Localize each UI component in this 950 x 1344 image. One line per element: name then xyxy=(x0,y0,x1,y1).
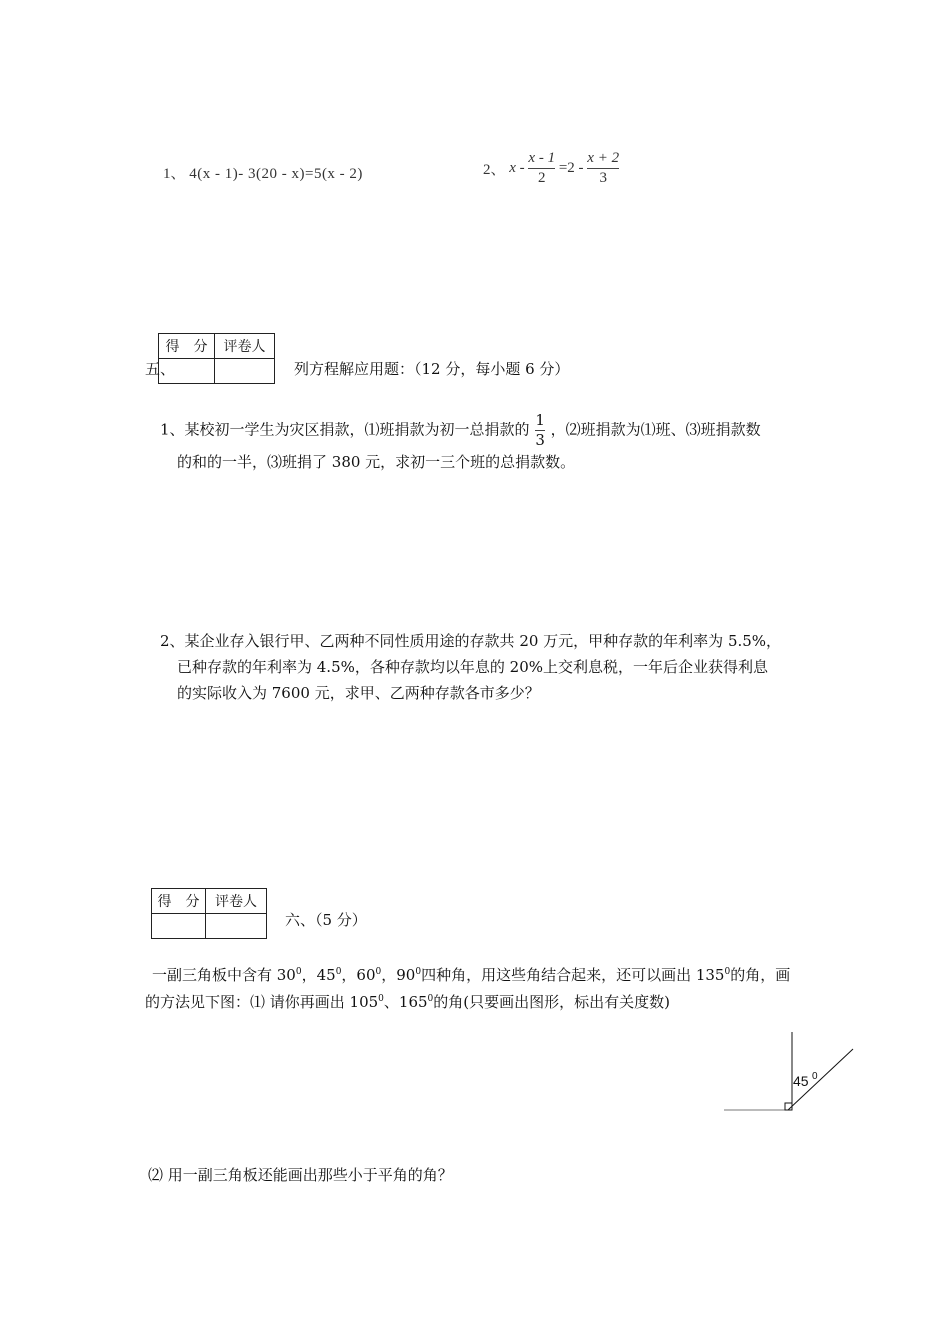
equation-1 xyxy=(163,162,363,183)
equation-1-label: 1、 xyxy=(163,166,186,182)
section-5-title: 列方程解应用题：（12 分，每小题 6 分） xyxy=(294,360,570,378)
section-6-text-i: 的角(只要画出图形，标出有关度数) xyxy=(433,993,670,1011)
grader-header: 评卷人 xyxy=(206,889,267,914)
question-2-line-1: 2、某企业存入银行甲、乙两种不同性质用途的存款共 20 万元，甲种存款的年利率为 5.5%， xyxy=(160,632,782,650)
question-1-text-a: 1、某校初一学生为灾区捐款，⑴班捐款为初一总捐款的 xyxy=(160,420,530,439)
angle-label: 45 xyxy=(793,1073,809,1089)
question-1-line-2: 的和的一半，⑶班捐了 380 元，求初一三个班的总捐款数。 xyxy=(177,453,576,471)
degree-mark: 0 xyxy=(295,967,302,977)
equation-2-fraction-2 xyxy=(587,150,619,187)
fraction-1-bar xyxy=(528,168,555,169)
section-6-text-h: 、165 xyxy=(383,993,428,1011)
section-6-text-f: 的角，画 xyxy=(730,966,791,984)
question-1-fraction-numerator: 1 xyxy=(535,411,545,429)
score-table-section-5 xyxy=(158,333,275,384)
section-6-line-1 xyxy=(152,962,790,988)
degree-mark: 0 xyxy=(335,967,342,977)
section-6-text-e: 四种角，用这些角结合起来，还可以画出 135 xyxy=(421,966,725,984)
degree-mark: 0 xyxy=(415,967,422,977)
degree-mark: 0 xyxy=(378,994,384,1004)
section-6-question-2: ⑵ 用一副三角板还能画出那些小于平角的角？ xyxy=(148,1166,453,1184)
question-2-line-2: 已种存款的年利率为 4.5%，各种存款均以年息的 20%上交利息税，一年后企业获得利息 xyxy=(177,658,768,676)
degree-mark: 0 xyxy=(427,994,434,1004)
section-5-number: 五、 xyxy=(145,360,176,378)
question-2-line-3: 的实际收入为 7600 元，求甲、乙两种存款各市多少？ xyxy=(177,684,540,702)
fraction-2-bar xyxy=(587,168,619,169)
fraction-2-numerator: x + 2 xyxy=(587,150,620,166)
degree-mark: 0 xyxy=(724,967,731,977)
section-6-text-d: ，90 xyxy=(381,966,416,984)
question-1-text-b: ，⑵班捐款为⑴班、⑶班捐款数 xyxy=(550,420,761,439)
section-6-line-2 xyxy=(145,989,670,1015)
fraction-1-numerator: x - 1 xyxy=(528,150,556,166)
fraction-1-denominator: 2 xyxy=(538,170,546,186)
section-6-text-g: 的方法见下图：⑴ 请你再画出 105 xyxy=(145,993,379,1011)
question-1-line-1 xyxy=(160,412,761,449)
grader-cell[interactable] xyxy=(215,359,275,384)
grader-header: 评卷人 xyxy=(215,334,275,359)
score-header: 得 分 xyxy=(159,334,215,359)
section-6-text-c: ，60 xyxy=(341,966,376,984)
equation-2-label: 2、 xyxy=(483,162,506,178)
equation-2-fraction-1 xyxy=(528,150,555,187)
score-header: 得 分 xyxy=(152,889,206,914)
grader-cell[interactable] xyxy=(206,914,267,939)
section-6-title: 六、（5 分） xyxy=(285,911,367,929)
section-6-text-a: 一副三角板中含有 30 xyxy=(152,966,296,984)
question-1-fraction xyxy=(535,412,545,449)
section-6-text-b: ，45 xyxy=(301,966,336,984)
angle-label-degree: 0 xyxy=(812,1071,818,1082)
equation-2-middle: =2 - xyxy=(558,160,584,176)
score-table-section-6 xyxy=(151,888,267,939)
equation-2-x: x - xyxy=(509,160,525,176)
equation-2 xyxy=(483,150,619,187)
degree-mark: 0 xyxy=(375,967,382,977)
score-cell[interactable] xyxy=(152,914,206,939)
fraction-2-denominator: 3 xyxy=(599,170,607,186)
equation-1-text: 4(x - 1)- 3(20 - x)=5(x - 2) xyxy=(189,166,363,182)
question-1-fraction-denominator: 3 xyxy=(535,431,545,449)
angle-135-figure xyxy=(720,1030,860,1120)
